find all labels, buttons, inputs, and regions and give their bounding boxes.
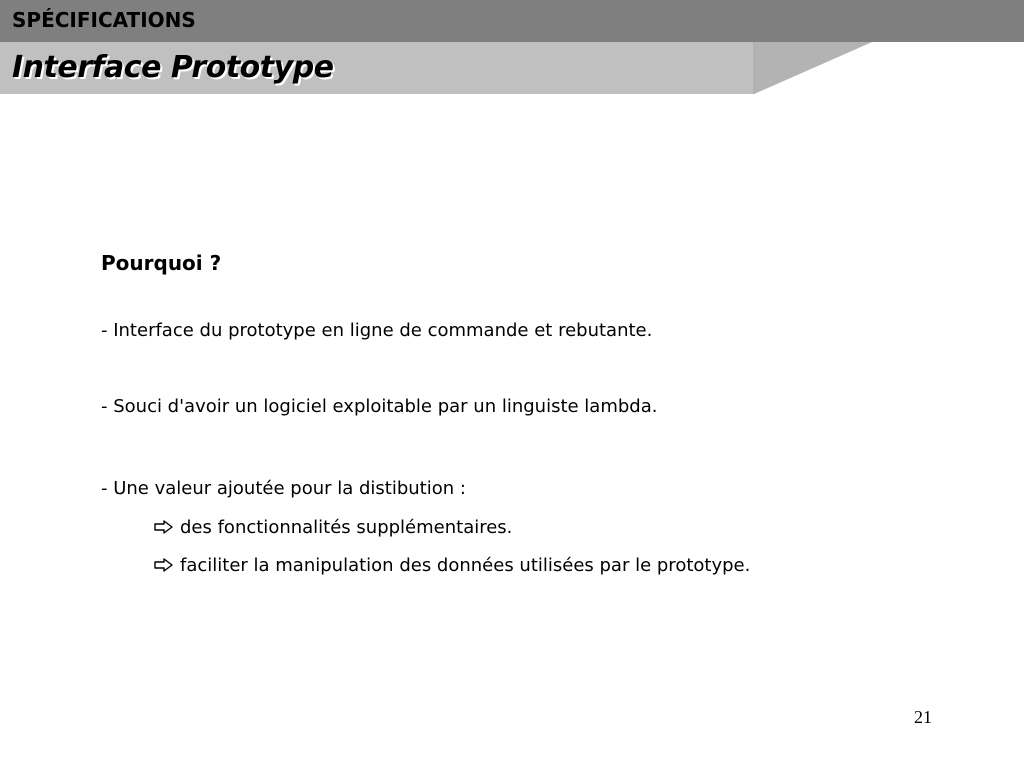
bullet-item: - Interface du prototype en ligne de commande et rebutante.	[101, 320, 653, 341]
header-bar	[0, 0, 1024, 42]
sub-item	[154, 555, 750, 576]
sub-item-text: des fonctionnalités supplémentaires.	[180, 517, 513, 538]
outline-right-arrow-icon	[154, 520, 174, 534]
title-band-tab	[754, 42, 872, 94]
bullet-item: - Une valeur ajoutée pour la distibution :	[101, 478, 466, 499]
section-heading: Pourquoi ?	[101, 251, 222, 275]
sub-item-text: faciliter la manipulation des données utilisées par le prototype.	[180, 555, 751, 576]
slide-title: Interface Prototype	[12, 50, 334, 85]
bullet-item: - Souci d'avoir un logiciel exploitable par un linguiste lambda.	[101, 396, 658, 417]
page-number: 21	[914, 707, 932, 727]
section-label: SPÉCIFICATIONS	[12, 8, 196, 32]
sub-item	[154, 517, 512, 538]
outline-right-arrow-icon	[154, 558, 174, 572]
